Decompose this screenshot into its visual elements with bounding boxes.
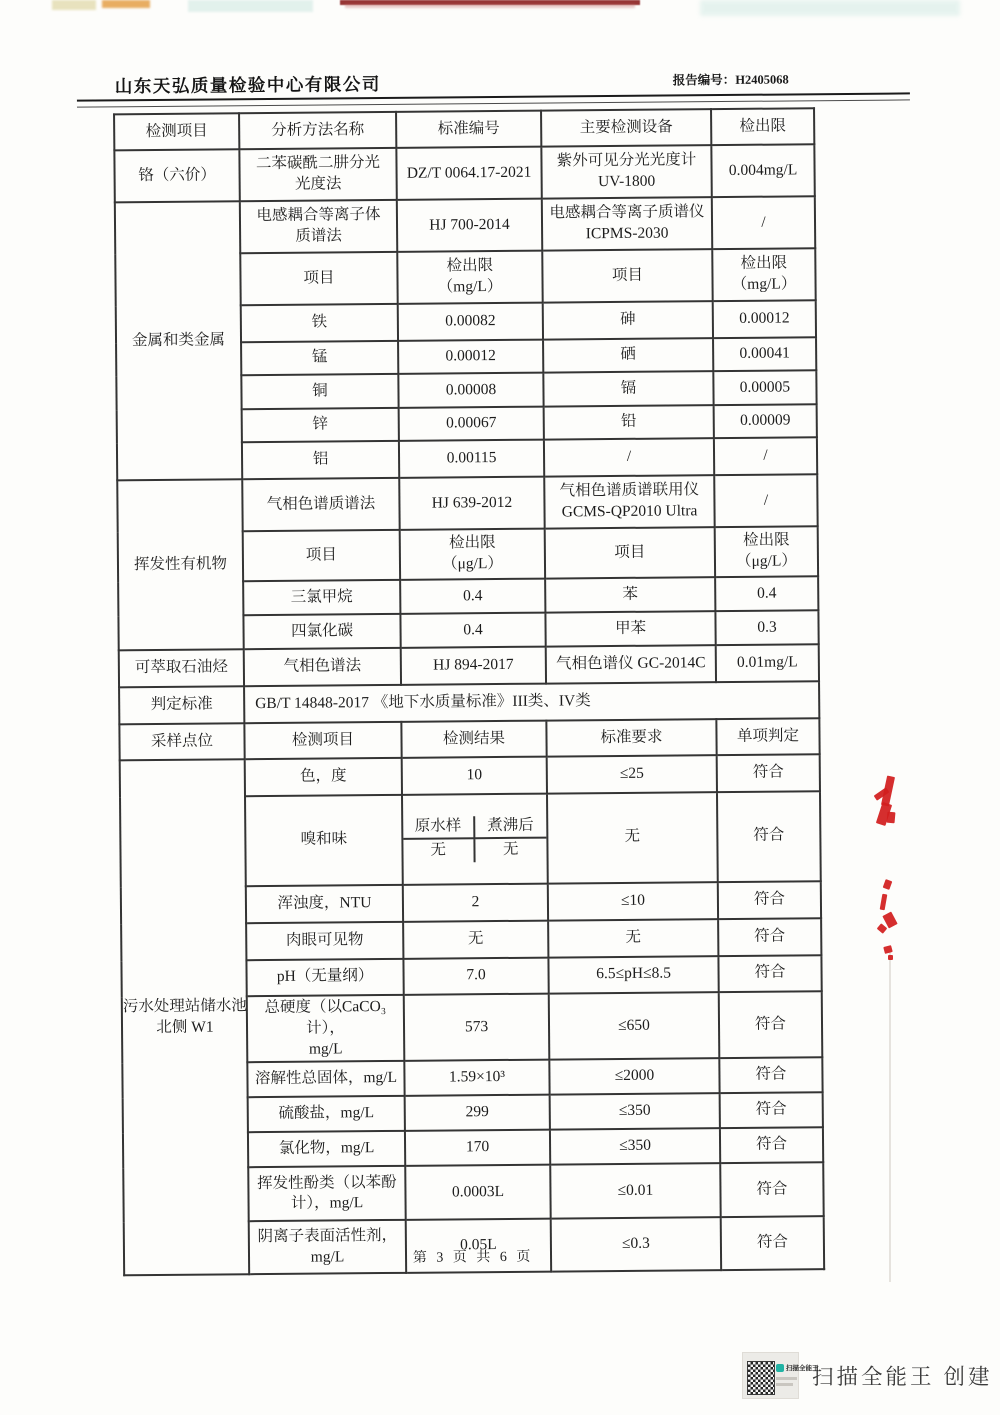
voc-name-cell: 三氯甲烷: [243, 580, 400, 615]
sub-header-cell: 项目: [545, 527, 715, 578]
metal-limit-cell: 0.00012: [398, 340, 543, 374]
odor-result-cell: [402, 794, 548, 885]
metal-limit-cell: 0.00009: [714, 404, 817, 438]
result-cell: 573: [404, 993, 550, 1061]
limit-cell: /: [714, 474, 817, 527]
red-stamp-fragment: [884, 946, 898, 962]
result-cell: 0.0003L: [405, 1165, 550, 1220]
sub-header-cell: 检出限 （μg/L）: [715, 526, 818, 577]
equipment-cell: 紫外可见分光光度计 UV-1800: [541, 145, 711, 198]
red-stamp-fragment: [877, 880, 899, 936]
metal-limit-cell: 0.00012: [713, 300, 816, 338]
standard-cell: HJ 639-2012: [399, 477, 544, 530]
judgement-cell: 符合: [720, 1128, 823, 1164]
judgement-cell: 符合: [719, 1058, 822, 1094]
metal-name-cell: 锌: [242, 408, 399, 442]
judgement-cell: 符合: [718, 881, 821, 919]
metal-name-cell: 镉: [543, 371, 713, 406]
judgement-cell: 符合: [720, 1163, 823, 1218]
metal-name-cell: /: [544, 438, 714, 476]
requirement-cell: ≤2000: [549, 1059, 719, 1095]
camscanner-badge-title: 扫描全能王: [786, 1365, 819, 1372]
col-header-site: 采样点位: [119, 723, 244, 760]
result-row: [120, 754, 820, 797]
criteria-label-cell: 判定标准: [119, 686, 244, 724]
col-header-limit: 检出限: [711, 108, 814, 145]
sub-header-cell: 项目: [243, 530, 400, 581]
judgement-cell: 符合: [718, 955, 821, 992]
metal-name-cell: 硒: [543, 338, 713, 372]
sub-header-cell: 检出限 （mg/L）: [397, 251, 542, 304]
badge-subtext-line: [776, 1383, 793, 1386]
voc-limit-cell: 0.3: [715, 610, 818, 645]
result-cell: 0.05L: [406, 1219, 551, 1273]
group-cell-metals: 金属和类金属: [115, 201, 242, 480]
metal-name-cell: 铅: [544, 405, 714, 439]
method-cell: 电感耦合等离子体 质谱法: [240, 200, 397, 253]
test-report-table: [113, 107, 825, 1277]
col-header-standard: 标准编号: [396, 111, 541, 148]
voc-name-cell: 苯: [545, 577, 715, 612]
metal-name-cell: 铝: [242, 441, 399, 479]
result-cell: 170: [405, 1130, 550, 1166]
judgement-cell: 符合: [717, 791, 821, 882]
table-row: [119, 644, 819, 687]
odor-value-boiled: 无: [502, 840, 519, 858]
metal-limit-cell: 0.00082: [398, 303, 543, 341]
standard-cell: HJ 894-2017: [401, 647, 546, 685]
metal-limit-cell: /: [714, 437, 817, 475]
requirement-cell: ≤0.3: [551, 1218, 721, 1272]
group-cell-voc: 挥发性有机物: [117, 479, 243, 650]
qr-code-icon: [747, 1361, 775, 1395]
method-cell: 气相色谱法: [244, 648, 401, 686]
test-item-cell: 浑浊度，NTU: [246, 885, 403, 923]
report-number-value: H2405068: [735, 72, 789, 87]
test-item-cell: 肉眼可见物: [246, 922, 403, 960]
voc-limit-cell: 0.4: [400, 579, 545, 614]
sampling-site-label: 污水处理站储水池 北侧 W1: [122, 997, 247, 1036]
odor-subtable: [403, 816, 546, 863]
camscanner-badge: [742, 1352, 819, 1399]
col-header-result: 检测结果: [401, 721, 546, 758]
judgement-cell: 符合: [719, 991, 823, 1059]
table-header-row: [114, 108, 814, 150]
judgement-cell: 符合: [717, 754, 820, 792]
sub-header-cell: 项目: [542, 249, 712, 302]
limit-cell: /: [712, 196, 815, 249]
metal-name-cell: 锰: [241, 341, 398, 375]
criteria-row: [119, 681, 819, 724]
requirement-cell: ≤10: [548, 882, 718, 920]
col-header-requirement: 标准要求: [546, 719, 716, 756]
results-header-row: [119, 718, 819, 760]
limit-cell: 0.01mg/L: [716, 644, 819, 682]
col-header-judgement: 单项判定: [716, 718, 819, 755]
result-cell: 2: [403, 883, 548, 921]
judgement-cell: 符合: [721, 1217, 824, 1271]
voc-name-cell: 甲苯: [545, 611, 715, 646]
company-name: 山东天弘质量检验中心有限公司: [114, 74, 381, 97]
sub-header-cell: 检出限 （mg/L）: [712, 248, 815, 301]
voc-limit-cell: 0.4: [715, 576, 818, 611]
red-stamp-fragment: [874, 776, 900, 836]
metal-limit-cell: 0.00005: [713, 370, 816, 405]
requirement-cell: ≤0.01: [550, 1164, 720, 1219]
test-item-cell: 硫酸盐，mg/L: [248, 1096, 405, 1132]
result-cell: 7.0: [403, 957, 548, 994]
sub-header-cell: 项目: [240, 252, 397, 305]
item-cell: 铬（六价）: [114, 149, 239, 202]
requirement-cell: 6.5≤pH≤8.5: [548, 956, 718, 993]
test-item-cell: 色，度: [245, 758, 402, 796]
equipment-cell: 气相色谱仪 GC-2014C: [546, 645, 716, 683]
requirement-cell: ≤350: [550, 1094, 720, 1130]
limit-cell: 0.004mg/L: [711, 144, 814, 197]
standard-cell: DZ/T 0064.17-2021: [396, 147, 541, 200]
col-header-test-item: 检测项目: [244, 722, 401, 759]
metal-limit-cell: 0.00008: [398, 373, 543, 408]
result-cell: 10: [402, 757, 547, 795]
judgement-cell: 符合: [718, 918, 821, 956]
voc-name-cell: 四氯化碳: [243, 614, 400, 649]
odor-value-raw: 无: [403, 839, 475, 863]
result-cell: 299: [405, 1095, 550, 1131]
page-number: 第 3 页 共 6 页: [412, 1249, 534, 1266]
odor-subheader-boiled: 煮沸后: [475, 816, 547, 840]
test-item-cell: 溶解性总固体，mg/L: [247, 1061, 404, 1097]
requirement-cell: ≤25: [547, 755, 717, 793]
table-row: [114, 144, 814, 202]
test-item-cell: 阴离子表面活性剂， mg/L: [249, 1220, 406, 1274]
standard-cell: HJ 700-2014: [397, 199, 542, 252]
test-item-cell: 挥发性酚类（以苯酚 计），mg/L: [248, 1166, 405, 1221]
equipment-cell: 气相色谱质谱联用仪 GCMS-QP2010 Ultra: [544, 475, 714, 528]
report-number: [673, 69, 789, 88]
requirement-cell: 无: [547, 792, 718, 883]
watermark-text: 扫描全能王 创建: [812, 1365, 993, 1389]
camscanner-app-icon: [776, 1364, 784, 1372]
table-row: [115, 196, 815, 254]
item-cell: 可萃取石油烃: [119, 649, 244, 687]
method-cell: 二苯碳酰二肼分光 光度法: [239, 148, 396, 201]
metal-name-cell: 铁: [241, 304, 398, 342]
result-cell: 无: [403, 920, 548, 958]
result-cell: 1.59×10³: [404, 1060, 549, 1096]
equipment-cell: 电感耦合等离子质谱仪 ICPMS-2030: [542, 197, 712, 250]
test-item-cell: 氯化物，mg/L: [248, 1131, 405, 1167]
camscanner-watermark: [742, 1352, 992, 1399]
metal-limit-cell: 0.00115: [399, 440, 544, 478]
voc-limit-cell: 0.4: [400, 613, 545, 648]
badge-subtext-line: [776, 1377, 797, 1380]
col-header-equipment: 主要检测设备: [541, 109, 711, 146]
sampling-site-cell: [120, 759, 249, 1276]
table-row: [117, 474, 817, 532]
metal-limit-cell: 0.00041: [713, 337, 816, 371]
requirement-cell: ≤650: [549, 992, 720, 1060]
col-header-method: 分析方法名称: [239, 112, 396, 149]
criteria-value-cell: GB/T 14848-2017 《地下水质量标准》III类、IV类: [244, 681, 819, 723]
metal-limit-cell: 0.00067: [399, 407, 544, 441]
requirement-cell: 无: [548, 919, 718, 957]
sub-header-cell: 检出限 （μg/L）: [400, 529, 545, 580]
test-item-cell: 嗅和味: [245, 795, 403, 886]
metal-name-cell: 砷: [543, 301, 713, 339]
metal-name-cell: 铜: [241, 374, 398, 409]
requirement-cell: ≤350: [550, 1129, 720, 1165]
test-item-cell: pH（无量纲）: [246, 959, 403, 996]
report-number-label: 报告编号：: [672, 72, 736, 88]
test-item-cell: 总硬度（以CaCO₃计）， mg/L: [247, 995, 405, 1063]
method-cell: 气相色谱质谱法: [242, 478, 399, 531]
judgement-cell: 符合: [720, 1093, 823, 1129]
col-header-item: 检测项目: [114, 113, 239, 150]
odor-subheader-raw: 原水样: [403, 816, 475, 840]
